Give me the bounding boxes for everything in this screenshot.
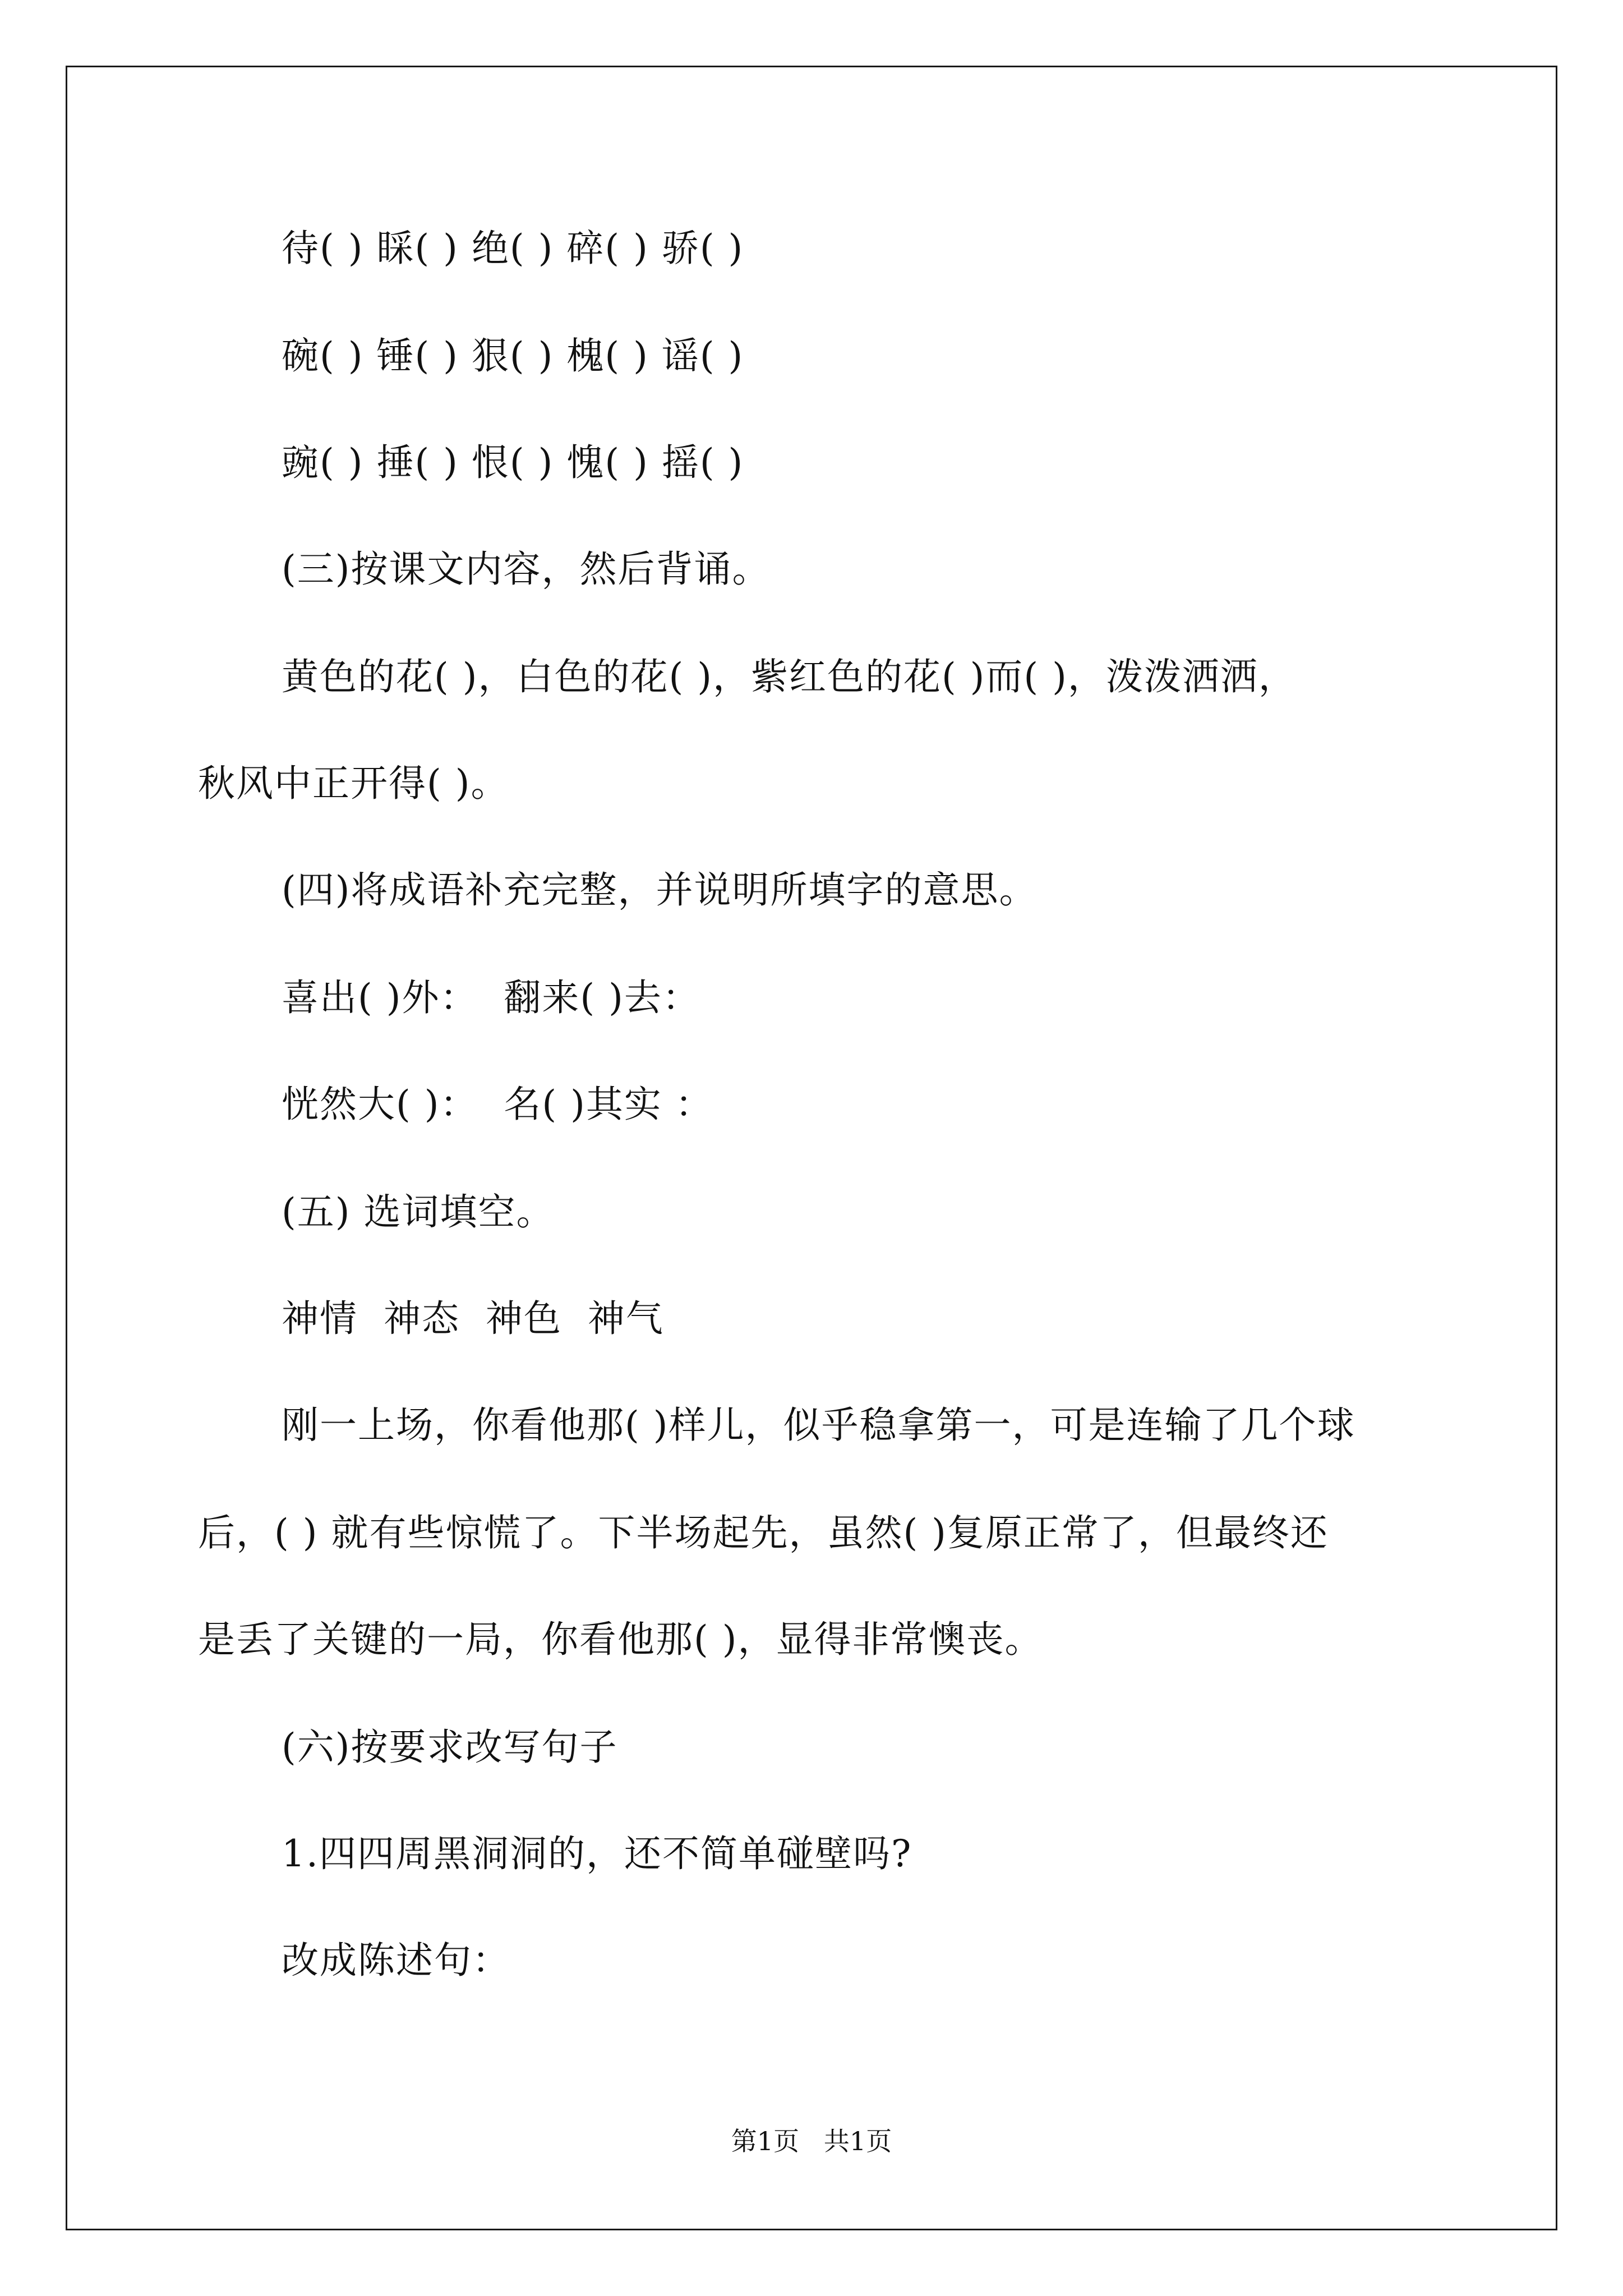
idiom-row-2: 恍然大( )： 名( )其实 ： <box>282 1083 713 1126</box>
passage-line-3: 是丢了关键的一局，你看他那( )，显得非常懊丧。 <box>198 1618 1043 1661</box>
section-5-heading: (五) 选词填空。 <box>282 1190 555 1234</box>
passage-line-2: 后，( ) 就有些惊慌了。下半场起先，虽然( )复原正常了，但最终还 <box>198 1511 1329 1554</box>
question-1-instruction: 改成陈述句： <box>282 1939 510 1982</box>
idiom-row-1: 喜出( )外： 翻来( )去： <box>282 976 700 1019</box>
section-3-text-1: 黄色的花( )，白色的花( )，紫红色的花( )而( )，泼泼洒洒， <box>282 655 1297 698</box>
char-row-1: 待( ) 睬( ) 绝( ) 碎( ) 骄( ) <box>282 227 744 270</box>
passage-line-1: 刚一上场，你看他那( )样儿，似乎稳拿第一，可是连输了几个球 <box>282 1404 1355 1447</box>
section-4-heading: (四)将成语补充完整，并说明所填字的意思。 <box>282 868 1038 912</box>
word-choices: 神情 神态 神色 神气 <box>282 1297 664 1340</box>
page-footer: 第1页 共1页 <box>731 2126 892 2156</box>
char-row-2: 碗( ) 锤( ) 狠( ) 槐( ) 谣( ) <box>282 334 744 378</box>
page-border <box>66 66 1557 2230</box>
char-row-3: 豌( ) 捶( ) 恨( ) 愧( ) 摇( ) <box>282 441 744 484</box>
question-1: 1.四四周黑洞洞的，还不简单碰壁吗? <box>282 1832 912 1875</box>
section-3-text-2: 秋风中正开得( )。 <box>198 762 509 805</box>
section-3-heading: (三)按课文内容，然后背诵。 <box>282 547 771 591</box>
section-6-heading: (六)按要求改写句子 <box>282 1726 618 1769</box>
